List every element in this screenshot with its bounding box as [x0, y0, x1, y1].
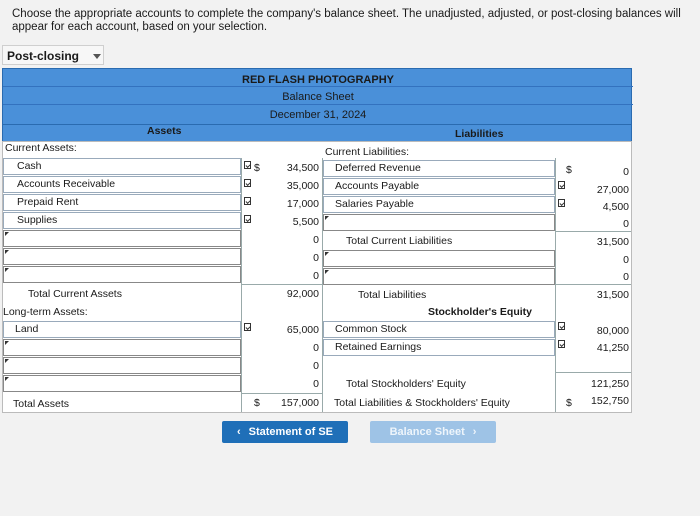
balance-sheet-header [2, 68, 632, 125]
next-button-label: Balance Sheet [389, 426, 465, 438]
equity-amount: 41,250 [596, 342, 629, 354]
liability-row-salaries-payable[interactable] [323, 196, 555, 213]
currency-symbol: $ [254, 162, 260, 174]
dropdown-marker-icon [325, 270, 329, 274]
asset-amount: 0 [313, 360, 319, 372]
currency-symbol: $ [566, 164, 572, 176]
currency-symbol: $ [566, 397, 572, 409]
liability-row-empty[interactable] [323, 268, 555, 285]
prev-button-label: Statement of SE [248, 426, 334, 438]
asset-name: Cash [17, 160, 42, 172]
total-assets-label: Total Assets [13, 398, 70, 410]
asset-amount: 0 [313, 378, 319, 390]
asset-name: Land [15, 323, 39, 335]
asset-row-empty[interactable] [3, 266, 241, 283]
liability-amount: 0 [623, 218, 629, 230]
equity-name: Common Stock [335, 323, 407, 335]
asset-row-empty[interactable] [3, 230, 241, 247]
liability-name: Salaries Payable [335, 198, 414, 210]
asset-row-empty[interactable] [3, 248, 241, 265]
asset-row-empty[interactable] [3, 375, 241, 392]
company-name: RED FLASH PHOTOGRAPHY [242, 74, 394, 86]
asset-amount: 0 [313, 252, 319, 264]
chevron-left-icon: ‹ [236, 426, 241, 438]
asset-row-land[interactable] [3, 321, 241, 338]
asset-row-empty[interactable] [3, 339, 241, 356]
check-icon [244, 197, 251, 205]
equity-row-retained-earnings[interactable] [323, 339, 555, 356]
dropdown-marker-icon [5, 377, 9, 381]
total-equity-amount: 121,250 [591, 378, 629, 390]
liability-name: Accounts Payable [335, 180, 420, 192]
next-button[interactable] [370, 421, 496, 443]
asset-name: Supplies [17, 214, 58, 226]
asset-amount: 34,500 [286, 162, 319, 174]
total-liab-equity-amount: 152,750 [591, 395, 629, 407]
asset-amount: 0 [313, 270, 319, 282]
total-assets-amount: 157,000 [281, 397, 319, 409]
asset-amount: 5,500 [292, 216, 319, 228]
liabilities-header: Liabilities [455, 128, 504, 140]
check-icon [558, 181, 565, 189]
liability-row-accounts-payable[interactable] [323, 178, 555, 195]
statement-title: Balance Sheet [282, 91, 354, 103]
liability-row-deferred-revenue[interactable] [323, 160, 555, 177]
asset-row-prepaid-rent[interactable] [3, 194, 241, 211]
total-current-assets-amount: 92,000 [286, 288, 319, 300]
current-liabilities-label: Current Liabilities: [325, 146, 410, 158]
liability-row-empty[interactable] [323, 214, 555, 231]
dropdown-marker-icon [325, 252, 329, 256]
asset-amount: 0 [313, 342, 319, 354]
check-icon [244, 179, 251, 187]
asset-amount: 0 [313, 234, 319, 246]
asset-name: Prepaid Rent [17, 196, 79, 208]
dropdown-marker-icon [5, 359, 9, 363]
equity-amount: 80,000 [596, 325, 629, 337]
liability-amount: 4,500 [602, 201, 629, 213]
total-equity-label: Total Stockholders' Equity [346, 378, 466, 390]
chevron-down-icon [93, 54, 101, 59]
check-icon [558, 199, 565, 207]
check-icon [244, 323, 251, 331]
currency-symbol: $ [254, 397, 260, 409]
balance-type-select[interactable] [2, 45, 104, 65]
check-icon [558, 340, 565, 348]
dropdown-marker-icon [5, 268, 9, 272]
total-current-assets-label: Total Current Assets [28, 288, 122, 300]
asset-name: Accounts Receivable [17, 178, 116, 190]
dropdown-marker-icon [5, 341, 9, 345]
total-liabilities-amount: 31,500 [596, 289, 629, 301]
equity-header: Stockholder's Equity [428, 306, 533, 318]
assets-header: Assets [147, 125, 182, 137]
total-liabilities-label: Total Liabilities [358, 289, 427, 301]
chevron-right-icon: › [472, 426, 477, 438]
instructions-text: Choose the appropriate accounts to complete the company's balance sheet. The unadjusted, adjusted, or post-closing balances will appear for each account, based on your selection. [12, 8, 681, 33]
liability-name: Deferred Revenue [335, 162, 421, 174]
check-icon [244, 161, 251, 169]
long-term-assets-label: Long-term Assets: [3, 306, 88, 318]
check-icon [558, 322, 565, 330]
check-icon [244, 215, 251, 223]
liability-amount: 0 [623, 166, 629, 178]
equity-row-common-stock[interactable] [323, 321, 555, 338]
column-header-row [2, 125, 632, 141]
liability-row-empty[interactable] [323, 250, 555, 267]
balance-type-value: Post-closing [7, 49, 80, 63]
asset-row-cash[interactable] [3, 158, 241, 175]
liability-amount: 0 [623, 254, 629, 266]
dropdown-marker-icon [5, 250, 9, 254]
asset-row-accounts-receivable[interactable] [3, 176, 241, 193]
asset-amount: 17,000 [286, 198, 319, 210]
current-assets-label: Current Assets: [5, 142, 77, 154]
asset-row-supplies[interactable] [3, 212, 241, 229]
asset-row-empty[interactable] [3, 357, 241, 374]
asset-amount: 35,000 [286, 180, 319, 192]
statement-date: December 31, 2024 [269, 109, 367, 121]
equity-name: Retained Earnings [335, 341, 422, 353]
dropdown-marker-icon [325, 216, 329, 220]
total-current-liabilities-amount: 31,500 [596, 236, 629, 248]
liability-amount: 27,000 [596, 184, 629, 196]
liability-amount: 0 [623, 271, 629, 283]
total-liab-equity-label: Total Liabilities & Stockholders' Equity [334, 397, 510, 409]
total-current-liabilities-label: Total Current Liabilities [346, 235, 453, 247]
dropdown-marker-icon [5, 232, 9, 236]
asset-amount: 65,000 [286, 324, 319, 336]
prev-button[interactable] [222, 421, 348, 443]
